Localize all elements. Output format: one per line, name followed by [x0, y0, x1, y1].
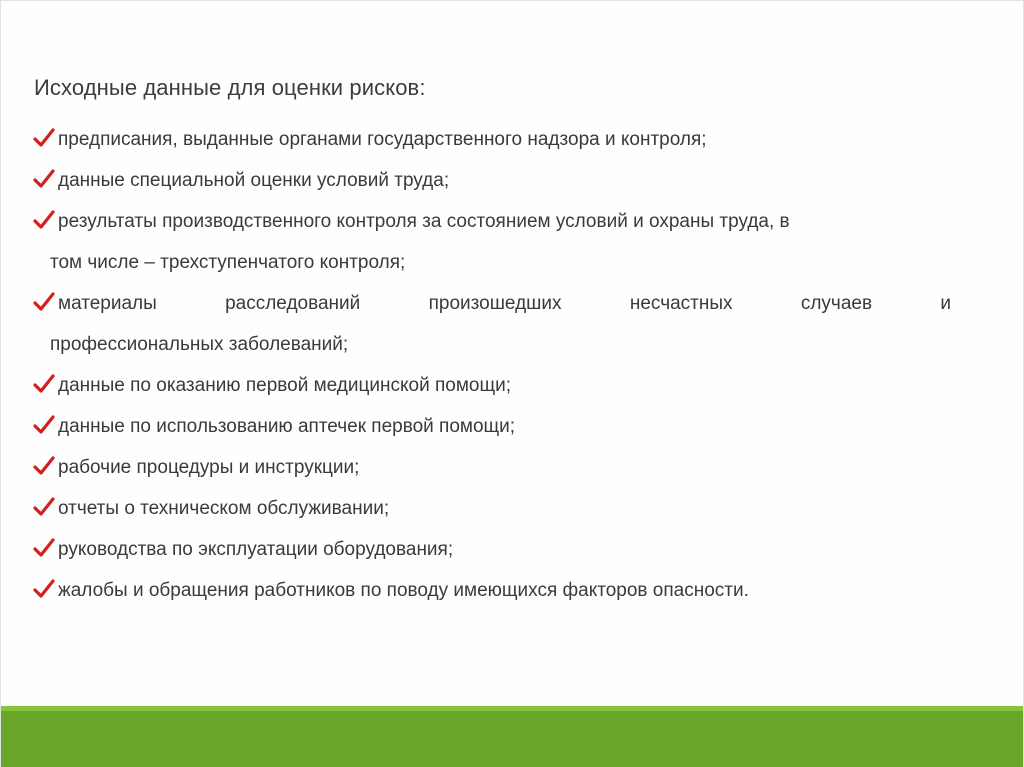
list-item [31, 160, 951, 201]
list-item-text: данные по оказанию первой медицинской помощи; [58, 375, 511, 396]
checkmark-icon [33, 373, 55, 395]
list-item-text: отчеты о техническом обслуживании; [58, 498, 390, 519]
list-item [31, 365, 951, 406]
list-item-text: данные специальной оценки условий труда; [58, 170, 450, 191]
list-item [31, 570, 951, 611]
risk-data-list [31, 119, 951, 611]
list-item-word: случаев [800, 293, 873, 314]
list-item-continuation [31, 242, 951, 283]
list-item [31, 488, 951, 529]
list-item-text: результаты производственного контроля за состоянием условий и охраны труда, в [58, 211, 790, 232]
footer-stripe [1, 706, 1023, 711]
list-item-word: расследований [225, 293, 361, 314]
list-item [31, 119, 951, 160]
list-item-word: несчастных [629, 293, 733, 314]
list-item [31, 283, 951, 324]
list-item-text: данные по использованию аптечек первой помощи; [58, 416, 516, 437]
checkmark-icon [33, 127, 55, 149]
list-item-text: том числе – трехступенчатого контроля; [50, 252, 406, 273]
list-item-continuation [31, 324, 951, 365]
list-item [31, 447, 951, 488]
list-item-word: произошедших [428, 293, 562, 314]
list-item-text: предписания, выданные органами государственного надзора и контроля; [58, 129, 707, 150]
checkmark-icon [33, 455, 55, 477]
checkmark-icon [33, 537, 55, 559]
list-item [31, 406, 951, 447]
list-item-word: материалы [58, 293, 157, 314]
checkmark-icon [33, 209, 55, 231]
list-item-text: руководства по эксплуатации оборудования; [58, 539, 454, 560]
list-item [31, 201, 951, 242]
checkmark-icon [33, 168, 55, 190]
checkmark-icon [33, 414, 55, 436]
list-item-text [58, 283, 951, 324]
list-item [31, 529, 951, 570]
list-item-text: профессиональных заболеваний; [50, 334, 349, 355]
list-item-text: жалобы и обращения работников по поводу имеющихся факторов опасности. [58, 580, 749, 601]
slide-title: Исходные данные для оценки рисков: [34, 75, 426, 100]
footer-bar [1, 706, 1023, 767]
checkmark-icon [33, 578, 55, 600]
checkmark-icon [33, 291, 55, 313]
list-item-text: рабочие процедуры и инструкции; [58, 457, 360, 478]
list-item-word: и [940, 293, 951, 314]
checkmark-icon [33, 496, 55, 518]
